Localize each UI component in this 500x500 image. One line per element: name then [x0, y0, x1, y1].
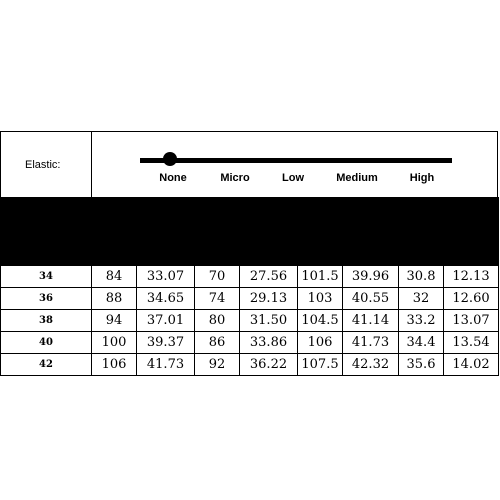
waist-inch-cell: 29.13 [240, 288, 298, 310]
shoulder-cm-cell: 33.2 [399, 310, 444, 332]
size-cell: 42 [1, 354, 92, 376]
waist-inch-cell: 36.22 [240, 354, 298, 376]
bust-header: Bust [92, 223, 195, 244]
waist-cm-cell: 74 [195, 288, 240, 310]
waist-inch-cell: 31.50 [240, 310, 298, 332]
shoulder-cm-cell: 30.8 [399, 266, 444, 288]
shoulder-inch-cell: 13.07 [444, 310, 499, 332]
shoulder-inch-cell: 14.02 [444, 354, 499, 376]
length-header: Length [298, 223, 399, 244]
length-inch-cell: 42.32 [343, 354, 399, 376]
waist-inch-cell: 33.86 [240, 332, 298, 354]
unit-header-cm: CM [298, 244, 343, 266]
elastic-level-micro: Micro [220, 172, 250, 184]
length-inch-cell: 41.73 [343, 332, 399, 354]
bust-cm-cell: 106 [92, 354, 137, 376]
elastic-level-medium: Medium [336, 172, 378, 184]
bust-inch-cell: 33.07 [137, 266, 195, 288]
length-cm-cell: 103 [298, 288, 343, 310]
table-row [1, 354, 499, 376]
shoulder-inch-cell: 12.60 [444, 288, 499, 310]
waist-header: Waist [195, 223, 298, 244]
elastic-label: Elastic: [1, 132, 92, 198]
bust-inch-cell: 39.37 [137, 332, 195, 354]
length-cm-cell: 106 [298, 332, 343, 354]
elastic-level-low: Low [282, 172, 304, 184]
length-inch-cell: 39.96 [343, 266, 399, 288]
elastic-scale-line [140, 158, 452, 163]
size-cell: 34 [1, 266, 92, 288]
bust-inch-cell: 34.65 [137, 288, 195, 310]
shoulder-header: Shoulder [399, 223, 499, 244]
size-cell: 38 [1, 310, 92, 332]
elastic-row [0, 131, 498, 197]
elastic-level-none: None [159, 172, 187, 184]
bust-cm-cell: 94 [92, 310, 137, 332]
bust-inch-cell: 41.73 [137, 354, 195, 376]
unit-header-cm: CM [195, 244, 240, 266]
table-row [1, 310, 499, 332]
shoulder-cm-cell: 34.4 [399, 332, 444, 354]
waist-cm-cell: 92 [195, 354, 240, 376]
length-cm-cell: 104.5 [298, 310, 343, 332]
unit-header-inch: INCH [240, 244, 298, 266]
bust-cm-cell: 100 [92, 332, 137, 354]
size-cell: 40 [1, 332, 92, 354]
length-inch-cell: 40.55 [343, 288, 399, 310]
bust-cm-cell: 84 [92, 266, 137, 288]
measurement-table [0, 197, 499, 376]
unit-header-inch: INCH [343, 244, 399, 266]
unit-header-cm: CM [92, 244, 137, 266]
unit-header-inch: INCH [444, 244, 499, 266]
waist-cm-cell: 80 [195, 310, 240, 332]
size-cell: 36 [1, 288, 92, 310]
waist-cm-cell: 70 [195, 266, 240, 288]
unit-header-cm: CM [399, 244, 444, 266]
length-cm-cell: 107.5 [298, 354, 343, 376]
measuring-header: Measuring [92, 198, 499, 223]
shoulder-cm-cell: 32 [399, 288, 444, 310]
unit-header-inch: INCH [137, 244, 195, 266]
length-cm-cell: 101.5 [298, 266, 343, 288]
size-header: Size [1, 198, 92, 266]
shoulder-inch-cell: 13.54 [444, 332, 499, 354]
shoulder-inch-cell: 12.13 [444, 266, 499, 288]
waist-inch-cell: 27.56 [240, 266, 298, 288]
shoulder-cm-cell: 35.6 [399, 354, 444, 376]
table-row [1, 288, 499, 310]
length-inch-cell: 41.14 [343, 310, 399, 332]
size-chart [0, 131, 500, 372]
elastic-level-high: High [409, 172, 435, 184]
table-row [1, 266, 499, 288]
waist-cm-cell: 86 [195, 332, 240, 354]
elastic-scale-knob [163, 152, 177, 166]
bust-inch-cell: 37.01 [137, 310, 195, 332]
elastic-scale [92, 132, 499, 198]
table-row [1, 332, 499, 354]
bust-cm-cell: 88 [92, 288, 137, 310]
